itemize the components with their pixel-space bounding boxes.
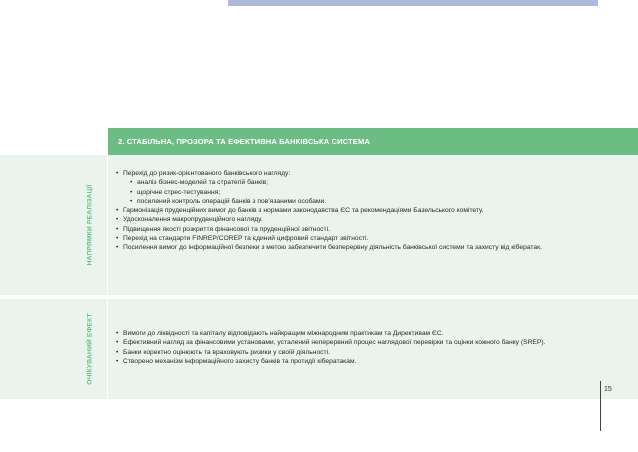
list-item: • Ефективний нагляд за фінансовими установами, усталений неперервний процес наглядової перевірки та оцінки кожного банку (SREP). bbox=[116, 338, 552, 347]
effect-label-column bbox=[80, 299, 100, 399]
list-item: • Перехід на стандарти FINREP/COREP та єдиний цифровий стандарт звітності. bbox=[116, 234, 552, 243]
page-number: 15 bbox=[604, 386, 612, 393]
section-header bbox=[108, 128, 638, 155]
column-divider bbox=[107, 299, 108, 399]
top-decor-bar bbox=[228, 0, 598, 6]
list-item bbox=[116, 169, 552, 206]
page-number-rule bbox=[600, 381, 601, 431]
list-item: • Гармонізація пруденційних вимог до банків з нормами законодавства ЄС та рекомендаціями Базельського комітету. bbox=[116, 206, 552, 215]
section-title: 2. СТАБІЛЬНА, ПРОЗОРА ТА ЕФЕКТИВНА БАНКІВСЬКА СИСТЕМА bbox=[118, 137, 370, 146]
sub-list-item: • щорічне стрес-тестування; bbox=[123, 188, 552, 197]
list-item-text: Перехід до ризик-орієнтованого банківського нагляду: bbox=[123, 170, 291, 177]
directions-label: НАПРЯМКИ РЕАЛІЗАЦІЇ bbox=[86, 184, 94, 266]
list-item: • Вимоги до ліквідності та капіталу відповідають найкращим міжнародним практикам та Директивам ЄС. bbox=[116, 329, 552, 338]
list-item: • Посилення вимог до інформаційної безпеки з метою забезпечити безперервну діяльність банківської системи та захисту від кібератак. bbox=[116, 243, 552, 252]
effect-row bbox=[0, 299, 638, 399]
list-item: • Банки коректно оцінюють та враховують ризики у своїй діяльності. bbox=[116, 348, 552, 357]
list-item: • Удосконалення макропруденційного нагляду. bbox=[116, 215, 552, 224]
directions-label-column bbox=[80, 155, 100, 295]
list-item: • Створено механізм інформаційного захисту банків та протидії кібератакам. bbox=[116, 357, 552, 366]
sub-list-item: • аналіз бізнес-моделей та стратегій банків; bbox=[123, 178, 552, 187]
list-item: • Підвищення якості розкриття фінансової та пруденційної звітності. bbox=[116, 225, 552, 234]
sub-list bbox=[123, 178, 552, 206]
sub-list-item: • посилений контроль операцій банків з пов’язаними особами. bbox=[123, 197, 552, 206]
directions-list bbox=[116, 169, 552, 253]
directions-row bbox=[0, 155, 638, 295]
effect-label: ОЧІКУВАНИЙ ЕФЕКТ bbox=[86, 313, 94, 385]
effect-list bbox=[116, 329, 552, 366]
column-divider bbox=[107, 155, 108, 295]
